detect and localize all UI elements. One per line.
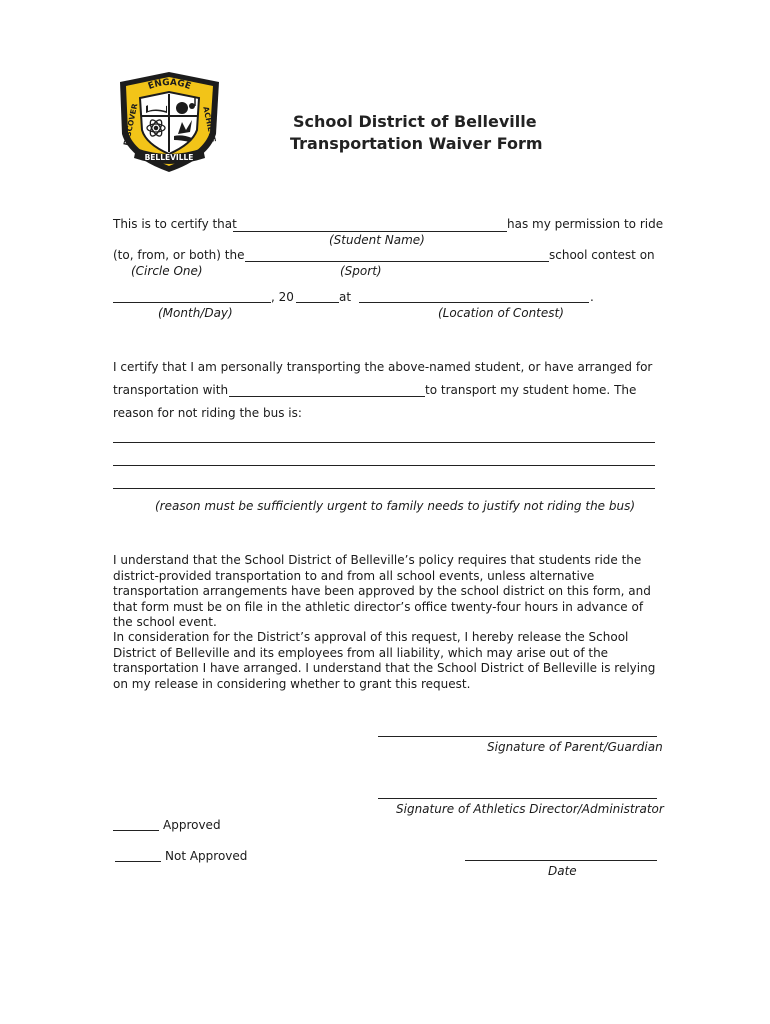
crest-right-text: ACHIEVE — [201, 105, 218, 144]
parent-signature-label: Signature of Parent/Guardian — [487, 740, 663, 754]
sport-label: (Sport) — [340, 264, 382, 278]
year-field[interactable] — [296, 302, 339, 303]
reason-field-line-1[interactable] — [113, 442, 655, 443]
school-crest-logo — [112, 70, 227, 174]
permission-text: has my permission to ride — [507, 217, 664, 231]
student-name-field[interactable] — [233, 231, 507, 232]
at-text: at — [339, 290, 352, 304]
crest-banner-text: BELLEVILLE — [144, 153, 194, 162]
contest-text: school contest on — [549, 248, 655, 262]
transporter-name-field[interactable] — [229, 396, 425, 397]
policy-paragraph-1 — [113, 553, 661, 631]
certify-text: This is to certify that — [113, 217, 237, 231]
location-label: (Location of Contest) — [438, 306, 564, 320]
director-signature-field[interactable] — [378, 798, 657, 799]
location-field[interactable] — [359, 302, 589, 303]
crest-left-text: DISCOVER — [121, 102, 140, 147]
parent-signature-field[interactable] — [378, 736, 657, 737]
director-signature-label: Signature of Athletics Director/Administrator — [396, 802, 664, 816]
period-text: . — [590, 290, 594, 304]
policy-paragraph-1-text: I understand that the School District of Belleville’s policy requires that students ride the district-provided transportation to and from all school events, unless alternative transportation arrangements have been approved by the school district on this form, and that form must be on file in the athletic director’s office twenty-four hours in advance of the school event. — [113, 553, 651, 629]
month-day-label: (Month/Day) — [158, 306, 233, 320]
form-title-line1: School District of Belleville — [293, 112, 537, 131]
transport-text-line1: I certify that I am personally transporting the above-named student, or have arranged for — [113, 360, 653, 374]
transport-with-text: transportation with — [113, 383, 229, 397]
transport-home-text: to transport my student home. The — [425, 383, 637, 397]
policy-paragraph-2-text: In consideration for the District’s approval of this request, I hereby release the School District of Belleville and its employees from all liability, which may arise out of the transportation I have arranged. I understand that the School District of Belleville is relying on my release in considering whether to grant this request. — [113, 630, 656, 691]
reason-prompt-text: reason for not riding the bus is: — [113, 406, 302, 420]
month-day-field[interactable] — [113, 302, 271, 303]
circle-one-label: (Circle One) — [131, 264, 203, 278]
direction-text: (to, from, or both) the — [113, 248, 245, 262]
student-name-label: (Student Name) — [329, 233, 425, 247]
policy-paragraph-2 — [113, 630, 661, 692]
crest-top-text: ENGAGE — [146, 77, 193, 93]
reason-field-line-2[interactable] — [113, 465, 655, 466]
year-prefix-text: , 20 — [271, 290, 294, 304]
sport-field[interactable] — [245, 261, 549, 262]
approved-label: Approved — [163, 818, 221, 832]
reason-field-line-3[interactable] — [113, 488, 655, 489]
approved-field[interactable] — [113, 830, 159, 831]
date-label: Date — [548, 864, 577, 878]
form-title-line2: Transportation Waiver Form — [290, 134, 543, 153]
date-field[interactable] — [465, 860, 657, 861]
not-approved-label: Not Approved — [165, 849, 248, 863]
reason-note: (reason must be sufficiently urgent to family needs to justify not riding the bus) — [155, 499, 636, 513]
not-approved-field[interactable] — [115, 861, 161, 862]
